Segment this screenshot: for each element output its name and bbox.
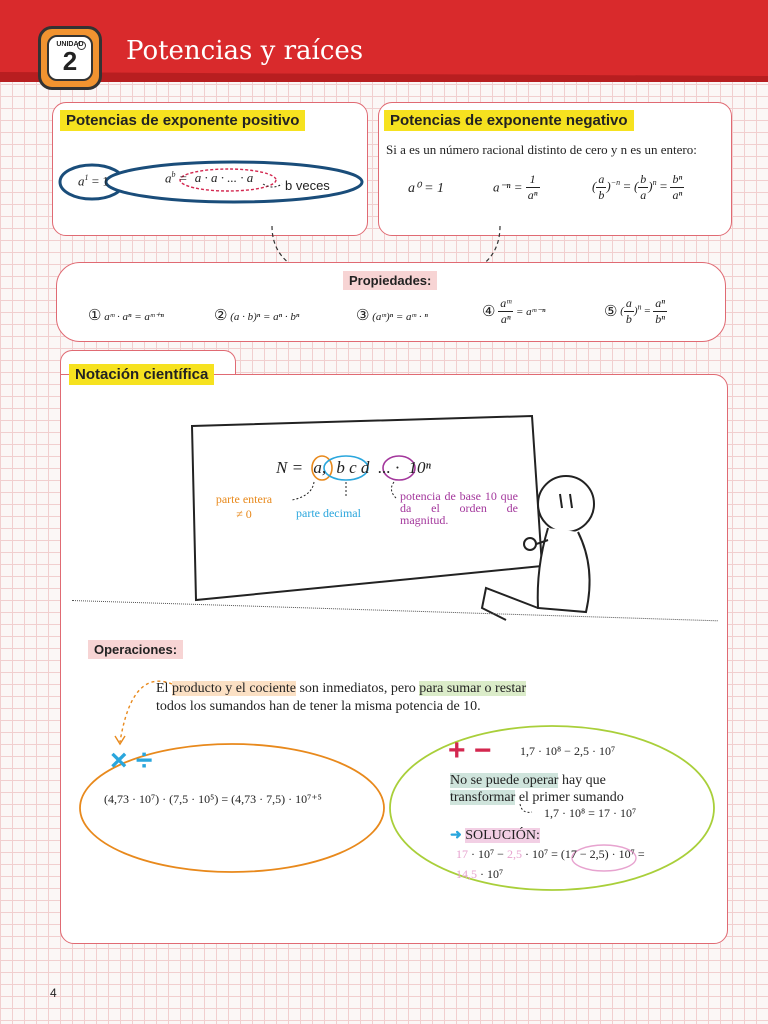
property-5: ⑤ ( $\frac{a}{b}$ )$^n$ = $\frac{\text{aⁿ}}{\text{bⁿ}}$	[604, 296, 666, 326]
no-se-puede-text: No se puede operar hay que transformar el primer sumando	[450, 773, 624, 805]
negative-heading: Potencias de exponente negativo	[384, 112, 634, 130]
formula-ab: $a^b = a \cdot a$ · ... · a	[165, 170, 254, 186]
property-3: ③ (aᵐ)ⁿ = aᵐ · ⁿ	[356, 308, 428, 324]
arrow-right-icon: ➜	[450, 826, 462, 842]
property-2: ② (a · b)ⁿ = aⁿ · bⁿ	[214, 308, 300, 324]
b-veces-note: b veces	[285, 178, 330, 193]
figure-head	[538, 476, 594, 532]
label-parte-decimal: parte decimal	[296, 506, 361, 520]
label-parte-entera: parte entera ≠ 0	[215, 492, 273, 521]
negative-intro: Si a es un número racional distinto de cero y n es un entero:	[386, 142, 697, 157]
formula-a1: $a^1 = 1$	[78, 173, 109, 189]
formula-a0: a⁰ = 1	[408, 181, 445, 196]
unit-badge	[38, 26, 102, 90]
multiplication-expression: (4,73 · 10⁷) · (7,5 · 10⁵) = (4,73 · 7,5) · 10⁷⁺⁵	[104, 792, 322, 806]
page-number: 4	[50, 986, 57, 1000]
operations-heading: Operaciones:	[88, 640, 183, 659]
page-header	[0, 0, 768, 82]
addition-expression: 1,7 · 10⁸ − 2,5 · 10⁷	[520, 744, 616, 758]
page-title: Potencias y raíces	[126, 36, 364, 66]
plus-minus-icon: + −	[448, 734, 492, 767]
solution-label: ➜ SOLUCIÓN:	[450, 826, 540, 843]
property-1: ① aᵐ · aⁿ = aᵐ⁺ⁿ	[88, 308, 164, 324]
solution-expression: 17 · 10⁷ − 2,5 · 10⁷ = (17 − 2,5) · 10⁷ = 14,5 · 10⁷	[456, 847, 645, 881]
formula-a-neg-n: a⁻ⁿ = $\frac{1}{\text{aⁿ}}$	[493, 172, 538, 202]
formula-fraction-power: ( $\frac{a}{b}$ )$^{-n}$ = ( $\frac{b}{a}$ )$^n$ = $\frac{\text{bⁿ}}{\text{aⁿ}}$	[592, 172, 683, 202]
unit-number: 2	[62, 46, 78, 76]
sci-formula: N = a, b c d ... · 10ⁿ	[276, 458, 431, 477]
operations-text: El producto y el cociente son inmediatos, pero para sumar o restar todos los sumandos han de tener la misma potencia de 10.	[156, 681, 527, 714]
unit-label: UNIDAD	[56, 41, 84, 48]
label-potencia: potencia de base 10 que da el orden de magnitud.	[400, 489, 518, 527]
multiply-divide-icon: × ÷	[110, 744, 153, 777]
transform-expression: 1,7 · 10⁸ = 17 · 10⁷	[544, 806, 637, 820]
positive-heading: Potencias de exponente positivo	[60, 112, 305, 130]
property-4: ④ $\frac{\text{aᵐ}}{\text{aⁿ}}$ = aᵐ⁻ⁿ	[482, 296, 546, 326]
sci-heading: Notación científica	[69, 366, 214, 384]
properties-heading: Propiedades:	[343, 271, 437, 290]
camera-lens-icon	[77, 41, 86, 50]
